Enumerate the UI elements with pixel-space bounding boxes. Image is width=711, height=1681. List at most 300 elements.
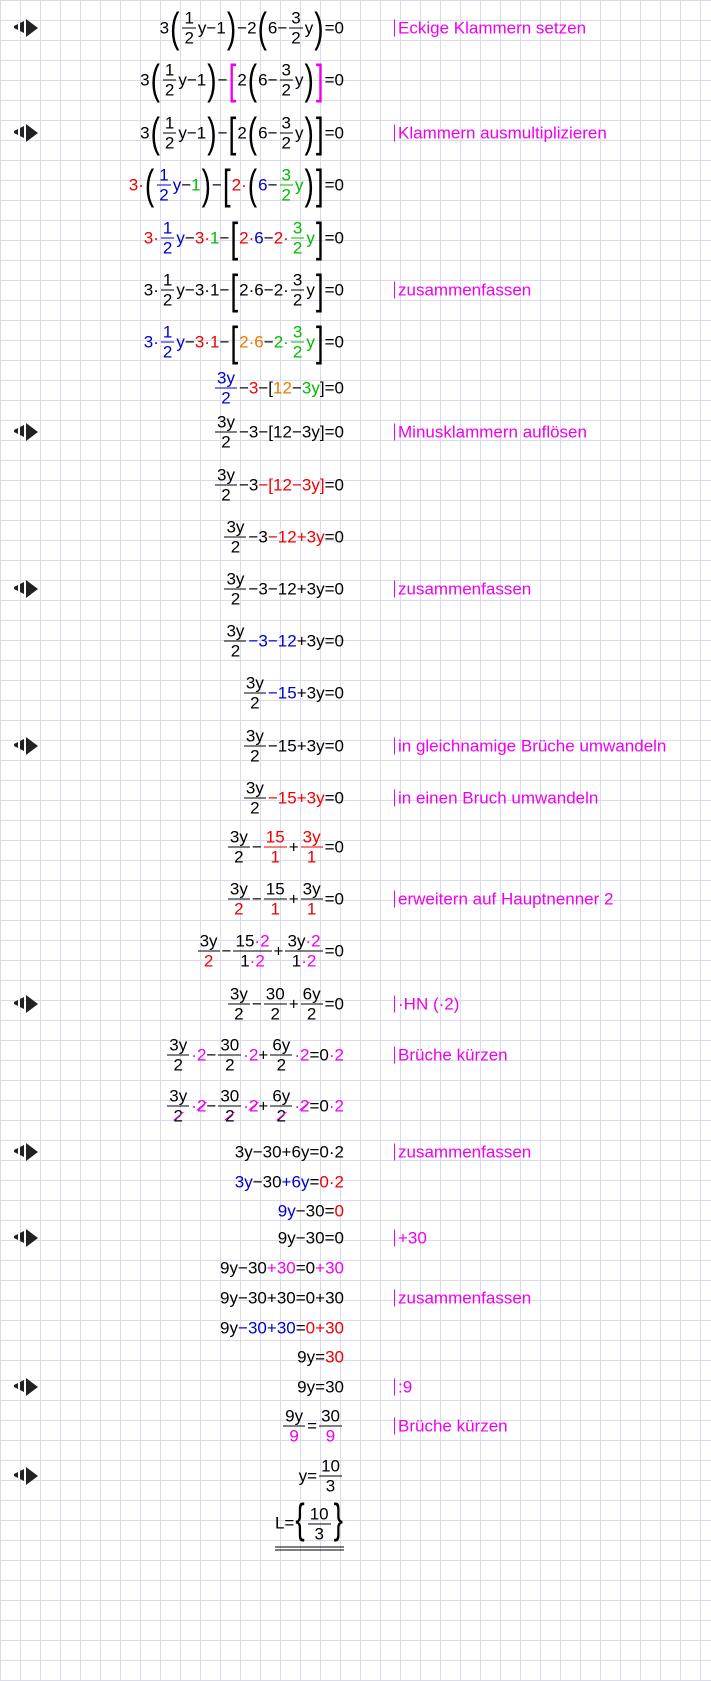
fraction-numerator: 6y	[272, 1086, 291, 1106]
math-token: [	[268, 378, 274, 398]
math-token: −	[206, 1045, 217, 1065]
fraction-denominator: 2	[291, 28, 301, 48]
fraction	[163, 115, 176, 152]
math-token: 0	[334, 941, 344, 961]
math-token: 12	[277, 579, 297, 599]
math-token: 0	[319, 1045, 329, 1065]
step-annotation: Brüche kürzen	[394, 1418, 508, 1435]
bracket: )	[207, 109, 217, 156]
math-token: 3y	[301, 475, 320, 495]
math-token: 30	[305, 1201, 325, 1221]
fraction-numerator: 3	[292, 322, 303, 342]
math-token: 3	[194, 280, 205, 300]
math-token: y	[316, 736, 325, 756]
math-token: 30	[325, 1258, 344, 1278]
equation	[281, 1408, 344, 1445]
bracket: (	[247, 56, 258, 103]
math-token: 9	[277, 1201, 288, 1221]
math-token: +	[288, 994, 299, 1014]
math-token: 1	[216, 18, 226, 38]
equation	[222, 571, 344, 608]
math-token: −	[219, 332, 230, 352]
math-token: 1	[191, 175, 201, 195]
math-token: 0	[305, 1318, 316, 1338]
math-token: −	[267, 736, 278, 756]
math-token: 3y	[301, 422, 320, 442]
bracket: [	[230, 266, 239, 313]
math-token: 6	[254, 280, 264, 300]
step-annotation: in gleichnamige Brüche umwandeln	[394, 738, 666, 755]
math-token: 6	[291, 1172, 301, 1192]
math-token: =	[315, 1347, 326, 1367]
fraction-numerator: 3	[281, 60, 291, 80]
math-token: +	[315, 1318, 326, 1338]
fraction	[280, 62, 293, 99]
math-token: y	[176, 228, 185, 248]
math-token: 1	[196, 123, 207, 143]
bracket: )	[201, 161, 211, 208]
fraction-numerator: 10	[321, 1456, 340, 1476]
fraction-denominator: 2	[230, 589, 241, 609]
fraction-numerator: 3y	[245, 726, 264, 746]
fraction	[161, 220, 174, 257]
fraction	[289, 10, 302, 47]
math-token: −	[248, 579, 259, 599]
math-token: 1	[209, 332, 220, 352]
fraction-numerator: 1	[184, 8, 194, 28]
math-token: −	[291, 475, 302, 495]
math-token: 0	[305, 1288, 316, 1308]
math-token: 12	[277, 631, 297, 651]
math-token: 6	[258, 70, 268, 90]
fraction-denominator: 2	[162, 342, 173, 362]
math-token: =	[309, 1142, 320, 1162]
fraction-denominator: 2	[184, 28, 194, 48]
fraction	[264, 829, 287, 866]
math-token: 2	[334, 1045, 344, 1065]
math-token: 1	[209, 280, 220, 300]
math-token: =	[324, 788, 335, 808]
fraction-numerator: 3y	[245, 673, 264, 693]
equation	[226, 986, 344, 1023]
fraction-denominator: 2	[162, 290, 173, 310]
math-token: 2	[247, 18, 257, 38]
step-arrow-icon[interactable]	[12, 1226, 40, 1250]
math-token: 30	[247, 1258, 267, 1278]
fraction-numerator: 3	[292, 270, 303, 290]
fraction-denominator: 2	[221, 388, 231, 408]
math-token: =	[295, 1258, 306, 1278]
fraction-denominator: 2	[250, 798, 260, 818]
math-token: 2	[237, 123, 247, 143]
math-token: 3	[128, 175, 139, 195]
math-token: ·	[191, 1096, 197, 1116]
fraction-denominator: 2	[306, 1004, 317, 1024]
math-token: −	[263, 332, 274, 352]
math-token: =	[324, 422, 335, 442]
math-token: −	[295, 1201, 306, 1221]
math-token: +	[296, 631, 307, 651]
math-token: =	[307, 1466, 318, 1486]
fraction	[244, 728, 266, 765]
fraction	[308, 1506, 331, 1543]
math-token: y	[176, 280, 185, 300]
math-token: 3	[143, 228, 154, 248]
fraction-denominator: 2	[221, 485, 231, 505]
step-annotation: zusammenfassen	[394, 1144, 531, 1161]
math-token: 30	[325, 1347, 344, 1367]
math-token: −	[237, 18, 248, 38]
step-arrow-icon[interactable]	[12, 992, 40, 1016]
math-token: y	[244, 1172, 253, 1192]
math-token: =	[324, 683, 335, 703]
fraction-numerator: 15	[265, 879, 285, 899]
math-token: −	[251, 889, 262, 909]
fraction-numerator: 3y	[199, 931, 218, 951]
math-token: −	[251, 837, 262, 857]
math-token: 9	[220, 1288, 230, 1308]
math-token: ·	[328, 1142, 335, 1162]
equation	[235, 1174, 344, 1191]
fraction-denominator: 2	[230, 537, 241, 557]
math-token: ·	[294, 1045, 300, 1065]
math-token: 0	[334, 579, 344, 599]
fraction-denominator	[238, 952, 267, 970]
math-token: 0	[334, 475, 344, 495]
math-token: y	[306, 1377, 316, 1397]
math-token: [	[268, 422, 274, 442]
math-token: =	[324, 579, 335, 599]
math-token: y	[306, 1347, 316, 1367]
math-token: ·	[249, 951, 256, 971]
math-token: 0	[319, 1172, 329, 1192]
fraction	[161, 324, 174, 361]
step-arrow-icon[interactable]	[12, 1140, 40, 1164]
fraction-numerator: 3y	[302, 827, 321, 847]
step-arrow-icon[interactable]	[12, 121, 40, 145]
fraction	[163, 62, 176, 99]
fraction	[301, 986, 323, 1023]
math-token: y	[229, 1318, 239, 1338]
math-token: −	[238, 475, 249, 495]
math-token: 0	[334, 1228, 344, 1248]
equation	[235, 1144, 344, 1161]
fraction	[233, 933, 271, 970]
math-token: +	[258, 1045, 269, 1065]
math-token: 0	[334, 175, 344, 195]
math-token: −	[238, 1258, 248, 1278]
math-token: −	[211, 175, 222, 195]
equation	[213, 370, 344, 407]
math-token: +	[315, 1258, 326, 1278]
math-token: +	[296, 736, 307, 756]
math-token: −	[248, 631, 259, 651]
bracket: (	[150, 56, 160, 103]
math-token: 30	[305, 1228, 325, 1248]
math-token: +	[258, 1096, 269, 1116]
fraction	[270, 1037, 292, 1074]
math-token: 0	[334, 889, 344, 909]
math-token: 2	[311, 931, 321, 951]
math-token: 30	[276, 1318, 296, 1338]
fraction-denominator: 2	[164, 133, 175, 153]
math-token: −	[267, 70, 278, 90]
fraction-numerator: 30	[265, 984, 285, 1004]
math-token: 0	[334, 422, 344, 442]
math-token: ·	[243, 1096, 249, 1116]
fraction-numerator: 30	[321, 1406, 340, 1426]
step-annotation: zusammenfassen	[394, 1290, 531, 1307]
math-token: ]	[319, 422, 325, 442]
math-token: +	[281, 1142, 292, 1162]
equation	[213, 467, 344, 504]
fraction	[244, 675, 266, 712]
bracket: )	[304, 109, 314, 156]
math-token: −	[267, 788, 278, 808]
math-token: 3	[306, 788, 317, 808]
bracket: )	[304, 56, 314, 103]
math-token: +	[266, 1318, 277, 1338]
equation	[220, 1290, 344, 1307]
fraction-denominator: 2	[281, 80, 291, 100]
fraction-denominator: 1	[270, 899, 280, 919]
step-annotation: ·HN (·2)	[394, 996, 459, 1013]
math-token: −	[263, 280, 274, 300]
fraction	[167, 1088, 189, 1125]
fraction	[264, 986, 287, 1023]
math-token: y	[306, 280, 315, 300]
fraction	[228, 986, 250, 1023]
math-token: 15	[277, 788, 297, 808]
math-token: 2	[239, 280, 249, 300]
math-token: 15	[235, 931, 255, 951]
equation	[143, 266, 344, 313]
math-token: 2	[239, 228, 249, 248]
fraction-denominator	[290, 952, 319, 970]
math-token: 0	[334, 70, 344, 90]
math-token: 9	[297, 1347, 307, 1367]
math-token: 1	[209, 228, 220, 248]
step-annotation: +30	[394, 1230, 427, 1247]
math-token: =	[324, 475, 335, 495]
fraction-numerator: 1	[159, 165, 169, 185]
math-token: y	[197, 18, 207, 38]
math-token: −	[238, 1318, 248, 1338]
equation	[159, 4, 344, 51]
fraction-denominator: 2	[234, 899, 244, 919]
fraction-numerator: 3y	[229, 984, 248, 1004]
fraction-numerator: 1	[164, 60, 175, 80]
math-token: ·	[241, 175, 247, 195]
math-token: 12	[273, 422, 292, 442]
math-token: 3	[194, 332, 205, 352]
math-token: 2	[248, 1045, 259, 1065]
bracket: [	[230, 318, 239, 365]
math-token: y	[172, 175, 182, 195]
math-token: +	[266, 1258, 277, 1278]
step-annotation: zusammenfassen	[394, 282, 531, 299]
math-token: −	[221, 941, 232, 961]
math-token: 1	[196, 70, 207, 90]
math-token: =	[309, 1172, 320, 1192]
equation	[140, 109, 344, 156]
math-token: =	[324, 527, 335, 547]
fraction-denominator: 2	[250, 746, 260, 766]
step-arrow-icon[interactable]	[12, 420, 40, 444]
fraction-denominator: 2	[250, 693, 260, 713]
fraction-numerator: 15	[265, 827, 285, 847]
fraction	[291, 272, 304, 309]
math-token: =	[284, 1513, 295, 1533]
fraction-denominator: 2	[221, 432, 231, 452]
equation	[226, 881, 344, 918]
math-token: 9	[277, 1228, 288, 1248]
fraction	[264, 881, 287, 918]
fraction-numerator: 1	[162, 322, 173, 342]
step-arrow-icon[interactable]	[12, 1375, 40, 1399]
math-token: 3	[306, 683, 317, 703]
fraction-numerator: 1	[164, 113, 175, 133]
equation	[165, 1088, 344, 1125]
math-token: =	[324, 941, 335, 961]
math-token: ·	[328, 1045, 335, 1065]
math-token: 3	[140, 123, 150, 143]
math-token: 3y	[301, 378, 320, 398]
fraction	[228, 829, 250, 866]
fraction-numerator: 10	[309, 1504, 329, 1524]
math-token: 2	[299, 1045, 310, 1065]
math-token: =	[324, 175, 335, 195]
step-arrow-icon[interactable]	[12, 1464, 40, 1488]
math-token: y	[316, 579, 325, 599]
math-token: ·	[248, 228, 255, 248]
math-token: y	[300, 1172, 310, 1192]
fraction	[270, 1088, 292, 1125]
math-token: −	[258, 378, 269, 398]
math-token: −	[267, 123, 278, 143]
fraction-denominator: 2	[203, 951, 214, 971]
equation	[226, 829, 344, 866]
math-token: −	[258, 422, 269, 442]
step-annotation: zusammenfassen	[394, 581, 531, 598]
fraction-numerator	[285, 933, 322, 952]
equation	[297, 1349, 344, 1366]
bracket: )	[304, 161, 314, 208]
equation	[242, 728, 344, 765]
fraction-numerator: 30	[220, 1035, 240, 1055]
math-token: −	[267, 175, 278, 195]
step-arrow-icon[interactable]	[12, 734, 40, 758]
fraction	[283, 1408, 305, 1445]
math-token: −	[267, 631, 278, 651]
math-token: y	[287, 1228, 296, 1248]
math-token: ·	[248, 280, 255, 300]
fraction	[198, 933, 220, 970]
math-token: y	[316, 788, 325, 808]
fraction-denominator: 2	[230, 641, 241, 661]
math-token: −	[238, 378, 249, 398]
step-arrow-icon[interactable]	[12, 16, 40, 40]
math-token: −	[267, 527, 278, 547]
fraction-denominator: 2	[162, 238, 173, 258]
fraction	[167, 1037, 189, 1074]
equation	[299, 1458, 344, 1495]
fraction-denominator: 2	[292, 290, 303, 310]
fraction-numerator	[233, 933, 271, 952]
math-token: 2	[334, 1096, 344, 1116]
fraction-denominator: 2	[234, 847, 244, 867]
math-token: −	[263, 228, 274, 248]
math-token: 6	[267, 18, 278, 38]
math-token: 0	[334, 228, 344, 248]
fraction-numerator: 3y	[229, 879, 248, 899]
math-token: 0	[334, 631, 344, 651]
fraction-numerator: 3y	[226, 569, 245, 589]
math-token: 12	[273, 475, 292, 495]
bracket: (	[247, 109, 258, 156]
math-token: −	[295, 1228, 306, 1248]
bracket: {	[295, 1495, 305, 1542]
fraction	[280, 115, 293, 152]
fraction	[224, 519, 246, 556]
bracket: )	[314, 4, 324, 51]
fraction	[228, 881, 250, 918]
math-token: =	[324, 1201, 335, 1221]
fraction-denominator: 2	[270, 1004, 280, 1024]
step-annotation: in einen Bruch umwandeln	[394, 790, 598, 807]
fraction-denominator	[275, 1107, 288, 1125]
math-token: ]	[319, 475, 325, 495]
fraction-denominator: 2	[281, 185, 291, 205]
math-token: =	[324, 994, 335, 1014]
fraction-numerator: 30	[220, 1086, 240, 1106]
equation	[196, 933, 344, 970]
bracket: ]	[315, 161, 324, 208]
math-token: +	[296, 579, 307, 599]
step-annotation: erweitern auf Hauptnenner 2	[394, 891, 613, 908]
math-token: 30	[247, 1318, 267, 1338]
math-token: 6	[258, 123, 268, 143]
math-token: =	[324, 736, 335, 756]
math-token: ·	[328, 1172, 335, 1192]
math-token: 3	[234, 1172, 245, 1192]
math-token: 9	[220, 1318, 230, 1338]
math-token: 30	[325, 1377, 344, 1397]
math-token: =	[307, 1416, 318, 1436]
math-token: =	[324, 837, 335, 857]
fraction-denominator: 9	[289, 1426, 299, 1446]
math-token: 30	[325, 1288, 344, 1308]
math-token: 2	[273, 332, 284, 352]
math-token: ·	[283, 332, 289, 352]
math-token: −	[217, 70, 228, 90]
fraction-denominator: 1	[270, 847, 280, 867]
fraction	[215, 414, 237, 451]
math-token: 3	[143, 332, 154, 352]
step-arrow-icon[interactable]	[12, 577, 40, 601]
fraction-numerator: 3	[281, 113, 291, 133]
step-annotation: Klammern ausmultiplizieren	[394, 125, 607, 142]
fraction-numerator: 3y	[216, 412, 235, 432]
math-token: y	[229, 1258, 239, 1278]
fraction-numerator: 3y	[226, 621, 245, 641]
math-token: =	[324, 228, 335, 248]
fraction-denominator: 3	[325, 1476, 336, 1496]
math-token: y	[300, 1142, 310, 1162]
fraction-denominator: 1	[306, 847, 317, 867]
math-token: 0	[334, 18, 344, 38]
equation	[274, 1495, 344, 1550]
